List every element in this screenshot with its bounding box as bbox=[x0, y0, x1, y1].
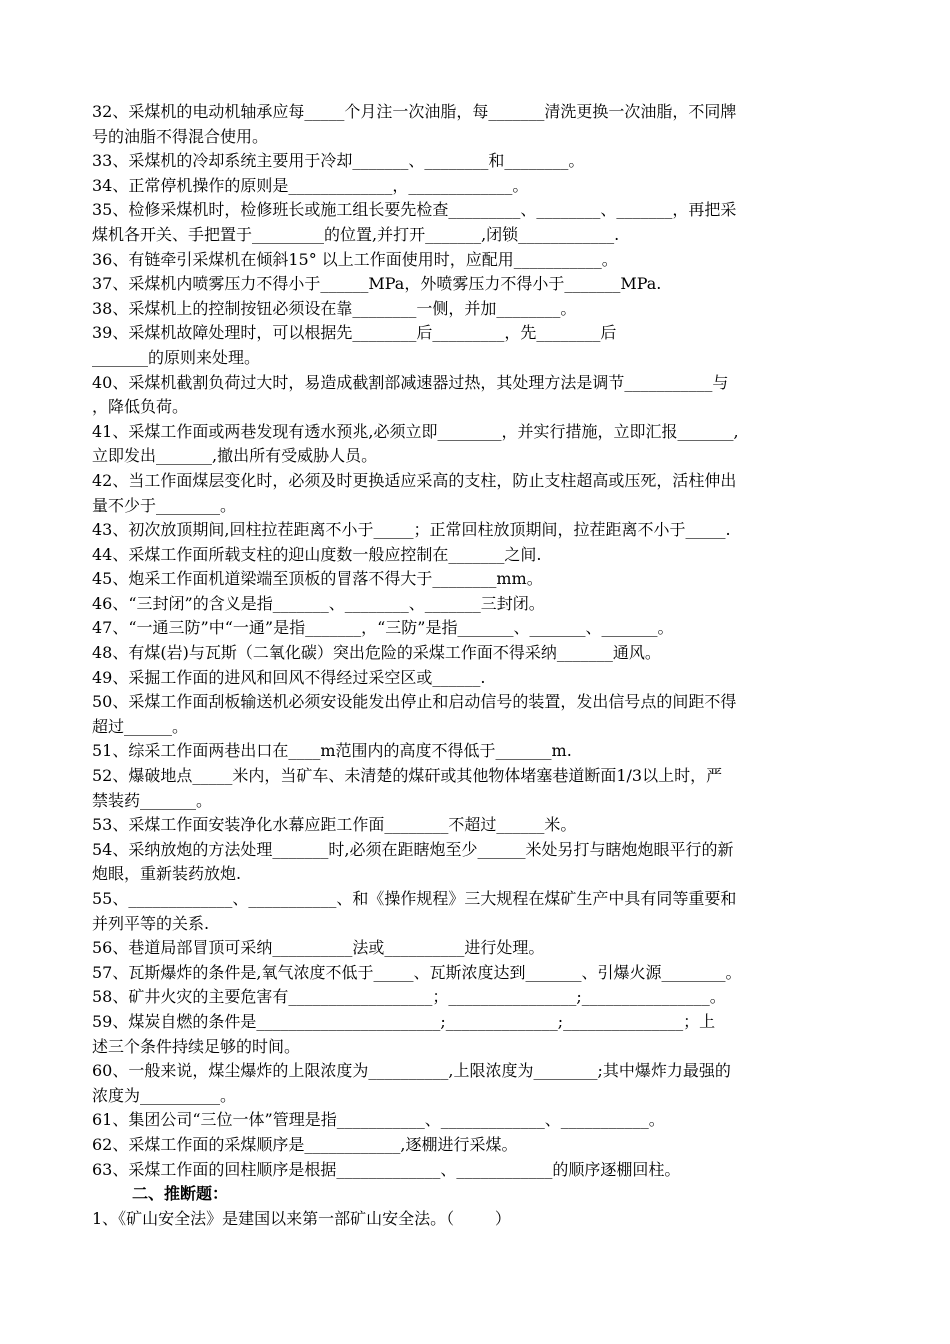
text-line: 立即发出_______,撤出所有受威胁人员。 bbox=[92, 446, 378, 466]
text-line: 禁装药_______。 bbox=[92, 790, 213, 810]
text-line: 60、一般来说，煤尘爆炸的上限浓度为__________,上限浓度为________;其中爆炸力最强的 bbox=[92, 1061, 731, 1081]
text-line: 34、正常停机操作的原则是_____________，_____________。 bbox=[92, 175, 529, 195]
text-line: 炮眼，重新装药放炮. bbox=[92, 864, 242, 884]
text-line: 47、“一通三防”中“一通”是指_______，“三防”是指_______、_______、_______。 bbox=[92, 618, 674, 638]
text-line: 50、采煤工作面刮板输送机必须安设能发出停止和启动信号的装置，发出信号点的间距不得 bbox=[92, 692, 737, 712]
text-line: 42、当工作面煤层变化时，必须及时更换适应采高的支柱，防止支柱超高或压死，活柱伸出 bbox=[92, 470, 737, 490]
text-line: 54、采纳放炮的方法处理_______时,必须在距瞎炮至少______米处另打与瞎炮炮眼平行的新 bbox=[92, 839, 734, 859]
text-line: 63、采煤工作面的回柱顺序是根据_____________、____________的顺序逐棚回柱。 bbox=[92, 1159, 681, 1179]
text-line: 56、巷道局部冒顶可采纳__________法或__________进行处理。 bbox=[92, 938, 545, 958]
text-line: 58、矿井火灾的主要危害有__________________；________________;________________。 bbox=[92, 987, 726, 1007]
text-line: 62、采煤工作面的采煤顺序是____________,逐棚进行采煤。 bbox=[92, 1134, 518, 1154]
judgment-question-list bbox=[92, 1207, 862, 1232]
text-line: 41、采煤工作面或两巷发现有透水预兆,必须立即________，并实行措施，立即汇报_______, bbox=[92, 421, 739, 441]
text-line: 49、采掘工作面的进风和回风不得经过采空区或______. bbox=[92, 667, 486, 687]
text-line: 51、综采工作面两巷出口在____m范围内的高度不得低于_______m. bbox=[92, 741, 572, 761]
section-heading: 二、推断题： bbox=[132, 1184, 229, 1204]
text-line: 43、初次放顶期间,回柱拉茬距离不小于_____；正常回柱放顶期间，拉茬距离不小于_____. bbox=[92, 520, 731, 540]
text-line: 36、有链牵引采煤机在倾斜15° 以上工作面使用时，应配用___________。 bbox=[92, 249, 618, 269]
text-line: 46、“三封闭”的含义是指_______、________、_______三封闭。 bbox=[92, 593, 545, 613]
text-line: 53、采煤工作面安装净化水幕应距工作面________不超过______米。 bbox=[92, 815, 577, 835]
text-line: 37、采煤机内喷雾压力不得小于______MPa，外喷雾压力不得小于_______MPa. bbox=[92, 274, 662, 294]
text-line: 61、集团公司“三位一体”管理是指___________、_____________、___________。 bbox=[92, 1110, 665, 1130]
text-line: 45、炮采工作面机道梁端至顶板的冒落不得大于________mm。 bbox=[92, 569, 543, 589]
text-line: 48、有煤(岩)与瓦斯（二氧化碳）突出危险的采煤工作面不得采纳_______通风。 bbox=[92, 643, 661, 663]
text-line: 号的油脂不得混合使用。 bbox=[92, 126, 269, 146]
text-line: ，降低负荷。 bbox=[92, 397, 189, 417]
text-line: 超过______。 bbox=[92, 716, 189, 736]
text-line: 38、采煤机上的控制按钮必须设在靠________一侧，并加________。 bbox=[92, 298, 577, 318]
text-line: 59、煤炭自燃的条件是_______________________;______________;_______________；上 bbox=[92, 1011, 716, 1031]
text-line: 33、采煤机的冷却系统主要用于冷却_______、________和________。 bbox=[92, 151, 585, 171]
text-line: 40、采煤机截割负荷过大时，易造成截割部减速器过热，其处理方法是调节___________与 bbox=[92, 372, 729, 392]
text-line: 并列平等的关系. bbox=[92, 913, 210, 933]
text-line: 量不少于________。 bbox=[92, 495, 237, 515]
text-line: 35、检修采煤机时，检修班长或施工组长要先检查_________、________、_______，再把采 bbox=[92, 200, 737, 220]
text-line: 39、采煤机故障处理时，可以根据先________后_________，先________后 bbox=[92, 323, 617, 343]
text-line: 浓度为__________。 bbox=[92, 1085, 237, 1105]
question-list bbox=[92, 100, 862, 1182]
text-line: 55、_____________、___________、和《操作规程》三大规程在煤矿生产中具有同等重要和 bbox=[92, 889, 737, 908]
text-line: 煤机各开关、手把置于_________的位置,并打开_______,闭锁____________. bbox=[92, 224, 620, 244]
text-line: 44、采煤工作面所载支柱的迎山度数一般应控制在_______之间. bbox=[92, 544, 542, 564]
text-line: 32、采煤机的电动机轴承应每_____个月注一次油脂，每_______清洗更换一次油脂，不同牌 bbox=[92, 102, 737, 121]
text-line: _______的原则来处理。 bbox=[92, 347, 261, 367]
text-line: 1、《矿山安全法》是建国以来第一部矿山安全法。（ ） bbox=[92, 1208, 511, 1228]
text-line: 述三个条件持续足够的时间。 bbox=[92, 1036, 301, 1056]
text-line: 57、瓦斯爆炸的条件是,氧气浓度不低于_____、瓦斯浓度达到_______、引爆火源________。 bbox=[92, 962, 742, 982]
text-line: 52、爆破地点_____米内，当矿车、未清楚的煤矸或其他物体堵塞巷道断面1/3以上时，严 bbox=[92, 766, 723, 786]
